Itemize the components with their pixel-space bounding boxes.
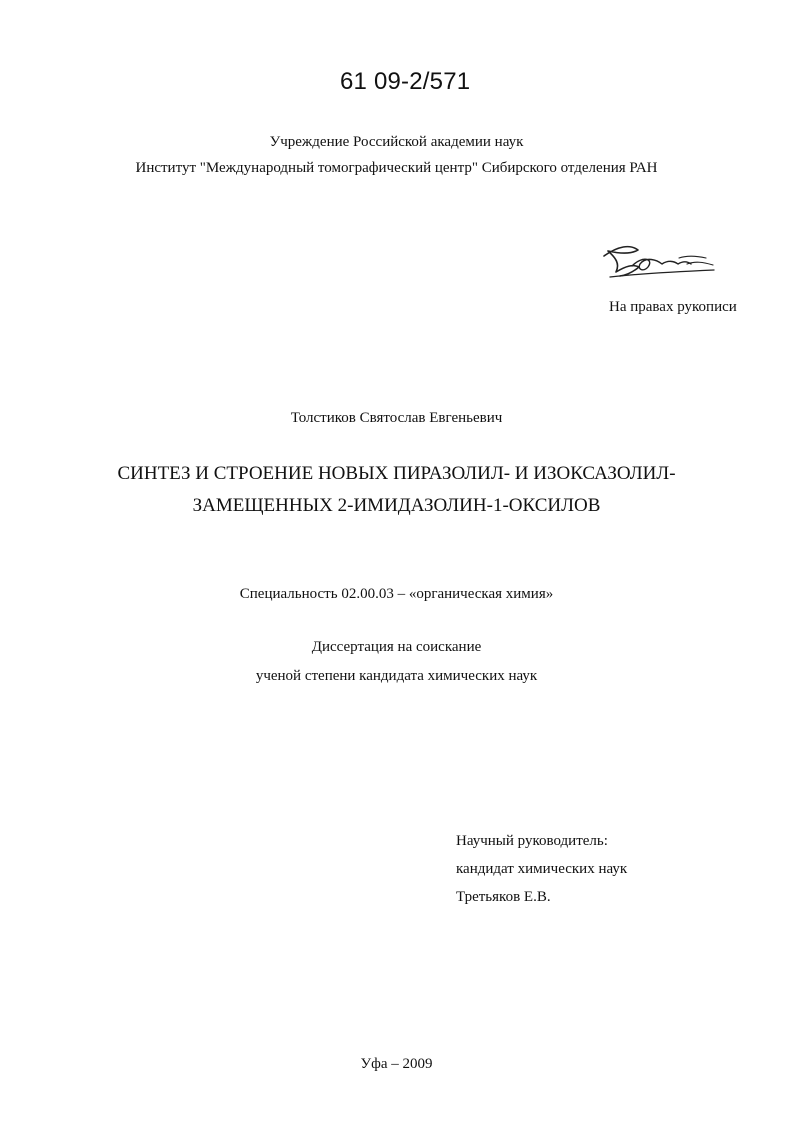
supervisor-degree: кандидат химических наук (456, 861, 628, 877)
institution-line-2: Институт "Международный томографический центр" Сибирского отделения РАН (135, 160, 658, 176)
dissertation-degree-line-1: Диссертация на соискание (311, 639, 482, 655)
supervisor-name: Третьяков Е.В. (456, 889, 551, 905)
supervisor-heading: Научный руководитель: (456, 833, 608, 849)
dissertation-degree-line-2: ученой степени кандидата химических наук (255, 668, 538, 684)
signature-icon (596, 236, 722, 282)
manuscript-rights-note: На правах рукописи (609, 299, 737, 315)
author-name: Толстиков Святослав Евгеньевич (290, 410, 503, 426)
institution-line-1: Учреждение Российской академии наук (269, 134, 524, 150)
dissertation-title-line-1: СИНТЕЗ И СТРОЕНИЕ НОВЫХ ПИРАЗОЛИЛ- И ИЗОКСАЗОЛИЛ- (117, 463, 676, 484)
archive-call-number: 61 09-2/571 (340, 68, 471, 95)
city-year: Уфа – 2009 (360, 1056, 433, 1072)
dissertation-title-line-2: ЗАМЕЩЕННЫХ 2-ИМИДАЗОЛИН-1-ОКСИЛОВ (192, 495, 601, 516)
specialty-line: Специальность 02.00.03 – «органическая химия» (239, 586, 554, 602)
